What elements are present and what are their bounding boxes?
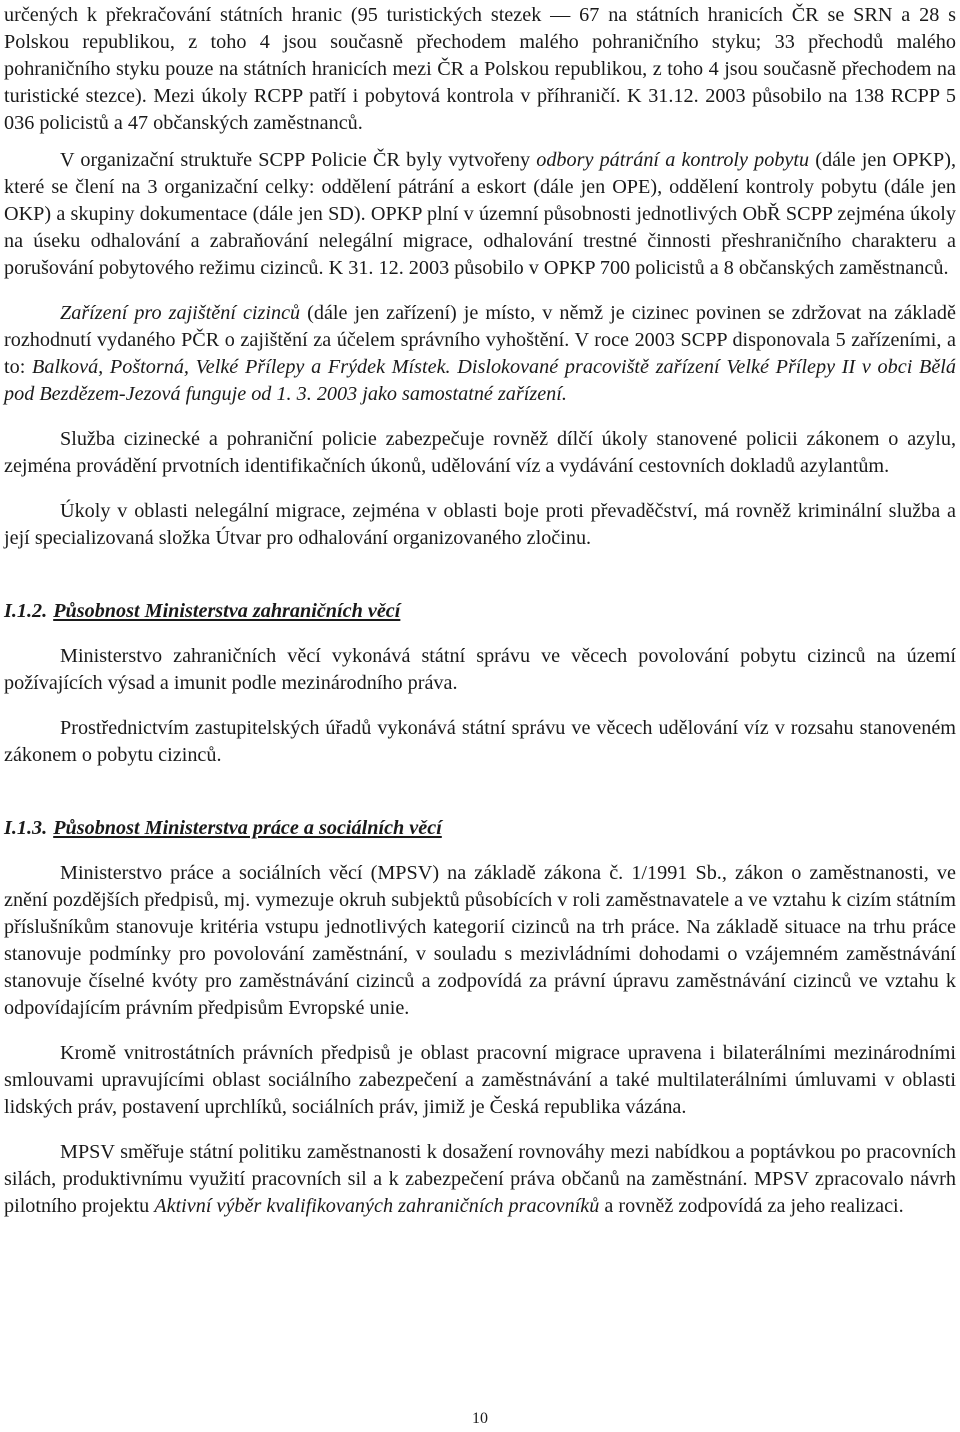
paragraph-mzv-viza — [4, 715, 956, 769]
emphasis-opkp: odbory pátrání a kontroly pobytu — [536, 149, 810, 171]
section-heading-113 — [4, 815, 956, 842]
paragraph-mpsv-politika — [4, 1139, 956, 1220]
page-number: 10 — [472, 1410, 488, 1427]
section-title: Působnost Ministerstva zahraničních věcí — [53, 600, 401, 622]
paragraph-text: Prostřednictvím zastupitelských úřadů vykonává státní správu ve věcech udělování víz v rozsahu stanoveném zákonem o pobytu cizinců. — [4, 717, 956, 766]
paragraph-zarizeni — [4, 300, 956, 408]
emphasis-zarizeni: Zařízení pro zajištění cizinců — [60, 302, 301, 324]
paragraph-text: (dále jen zařízení) je místo, v němž je cizinec povinen se zdržovat na základě rozhodnutí vydaného PČR o zajištění za účelem správního vyhoštění. V roce 2003 SCPP disponovala 5 zařízeními, a to: — [4, 302, 956, 378]
paragraph-text: MPSV směřuje státní politiku zaměstnanosti k dosažení rovnováhy mezi nabídkou a poptávkou po pracovních silách, produktivnímu využití pracovních sil a k zabezpečení práva občanů na zaměstnání. MPSV zpracovalo návrh pilotního projektu — [4, 1141, 956, 1217]
paragraph-text: určených k překračování státních hranic (95 turistických stezek — 67 na státních hranicích ČR se SRN a 28 s Polskou republikou, z toho 4 jsou současně přechodem malého pohraničního styku; 33 přechodů malého pohraničního styku pouze na státních hranicích mezi ČR a Polskou republikou, z toho 4 jsou současně přechodem na turistické stezce). Mezi úkoly RCPP patří i pobytová kontrola v příhraničí. K 31.12. 2003 působilo na 138 RCPP 5 036 policistů a 47 občanských zaměstnanců. — [4, 4, 956, 134]
section-heading-112 — [4, 598, 956, 625]
paragraph-text: Úkoly v oblasti nelegální migrace, zejména v oblasti boje proti převaděčství, má rovněž kriminální služba a její specializovaná složka Útvar pro odhalování organizovaného zločinu. — [4, 500, 956, 549]
section-number: I.1.2. — [4, 600, 48, 622]
paragraph-text: Kromě vnitrostátních právních předpisů je oblast pracovní migrace upravena i bilaterálními mezinárodními smlouvami upravujícími oblast sociálního zabezpečení a zaměstnávání a také multilaterálními úmluvami v oblasti lidských práv, postavení uprchlíků, sociálních práv, jimiž je Česká republika vázána. — [4, 1042, 956, 1118]
paragraph-mzv-pobyt — [4, 643, 956, 697]
paragraph-text: V organizační struktuře SCPP Policie ČR byly vytvořeny — [60, 149, 537, 171]
section-title: Působnost Ministerstva práce a sociálních věcí — [53, 817, 442, 839]
paragraph-azyl — [4, 426, 956, 480]
paragraph-mpsv-zamestnanost — [4, 860, 956, 1022]
emphasis-projekt: Aktivní výběr kvalifikovaných zahraničních pracovníků — [154, 1195, 600, 1217]
document-page — [4, 2, 956, 1220]
paragraph-pracovni-migrace — [4, 1040, 956, 1121]
section-number: I.1.3. — [4, 817, 48, 839]
paragraph-text: (dále jen OPKP), které se člení na 3 organizační celky: oddělení pátrání a eskort (dále jen OPE), oddělení kontroly pobytu (dále jen OKP) a skupiny dokumentace (dále jen SD). OPKP plní v územní působnosti jednotlivých ObŘ SCPP zejména úkoly na úseku odhalování a zabraňování nelegální migrace, odhalování trestné činnosti přeshraničního charakteru a porušování pobytového režimu cizinců. K 31. 12. 2003 působilo v OPKP 700 policistů a 8 občanských zaměstnanců. — [4, 149, 956, 279]
emphasis-facilities: Balková, Poštorná, Velké Přílepy a Frýdek Místek. Dislokované pracoviště zařízení Velké Přílepy II v obci Bělá pod Bezdězem-Jezová funguje od 1. 3. 2003 jako samostatné zařízení. — [4, 356, 956, 405]
paragraph-rcpp — [4, 2, 956, 137]
paragraph-text: Ministerstvo zahraničních věcí vykonává státní správu ve věcech povolování pobytu cizinců na území požívajících výsad a imunit podle mezinárodního práva. — [4, 645, 956, 694]
paragraph-opkp — [4, 147, 956, 282]
paragraph-text: a rovněž zodpovídá za jeho realizaci. — [599, 1195, 904, 1217]
paragraph-text: Služba cizinecké a pohraniční policie zabezpečuje rovněž dílčí úkoly stanovené policii zákonem o azylu, zejména provádění prvotních identifikačních úkonů, udělování víz a vydávání cestovních dokladů azylantům. — [4, 428, 956, 477]
paragraph-nelegalni-migrace — [4, 498, 956, 552]
paragraph-text: Ministerstvo práce a sociálních věcí (MPSV) na základě zákona č. 1/1991 Sb., zákon o zaměstnanosti, ve znění pozdějších předpisů, mj. vymezuje okruh subjektů působících v roli zaměstnavatele a ve vztahu k cizím státním příslušníkům stanovuje kritéria vstupu jednotlivých kategorií cizinců na trh práce. Na základě situace na trhu práce stanovuje podmínky pro povolování zaměstnání, v souladu s mezivládními dohodami o vzájemném zaměstnávání stanovuje číselné kvóty pro zaměstnávání cizinců a zodpovídá za právní úpravu zaměstnávání cizinců ve vztahu k odpovídajícím právním předpisům Evropské unie. — [4, 862, 956, 1019]
